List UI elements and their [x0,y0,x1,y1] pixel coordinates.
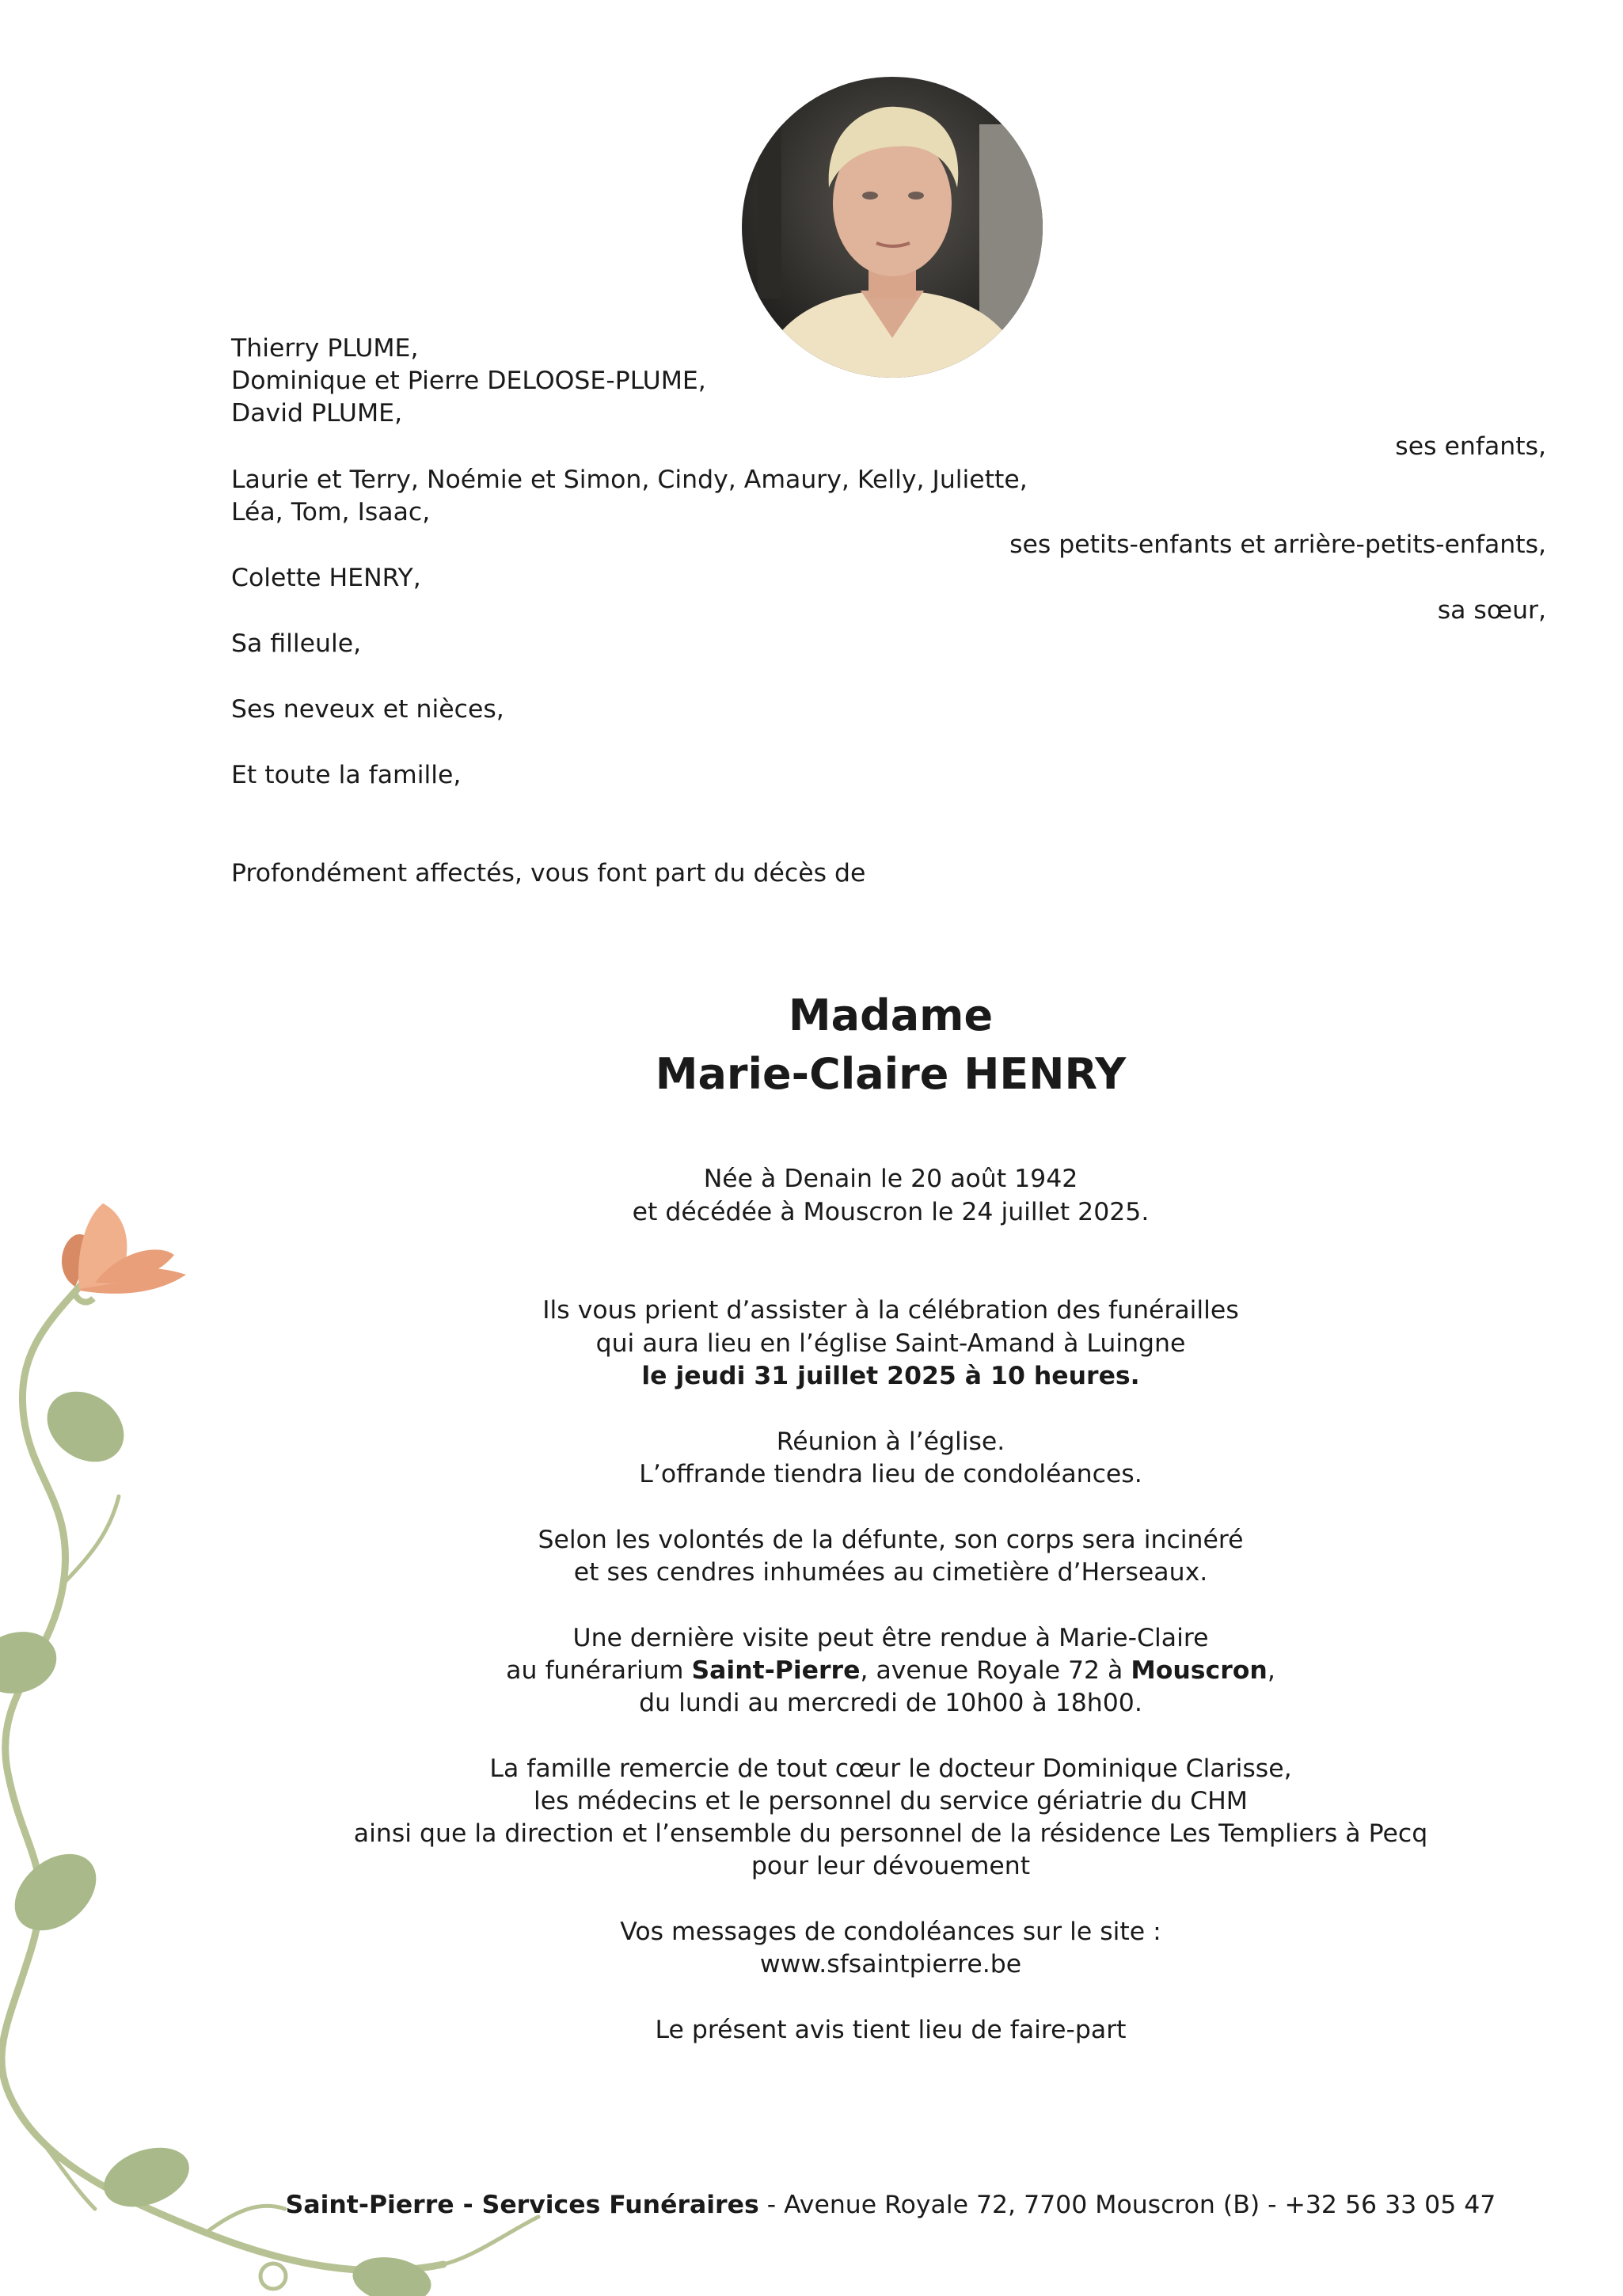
child-name: David PLUME, [231,399,403,428]
cremation-line: et ses cendres inhumées au cimetière d’Herseaux. [573,1558,1208,1587]
child-name: Thierry PLUME, [231,334,419,363]
grandchildren-names: Léa, Tom, Isaac, [231,498,431,526]
meeting-line: L’offrande tiendra lieu de condoléances. [639,1460,1142,1488]
meeting-line: Réunion à l’église. [776,1427,1005,1456]
ceremony-line: Ils vous prient d’assister à la célébration des funérailles [542,1296,1239,1325]
footer [0,2189,1623,2222]
children-relation: ses enfants, [1395,432,1546,461]
website-link[interactable]: www.sfsaintpierre.be [759,1950,1022,1979]
goddaughter: Sa filleule, [231,629,362,658]
ceremony-datetime: le jeudi 31 juillet 2025 à 10 heures. [641,1362,1140,1390]
visit-text: au funérarium [506,1656,692,1685]
funeral-home-name: Saint-Pierre [691,1656,861,1685]
grandchildren-relation: ses petits-enfants et arrière-petits-enfants, [1009,530,1546,559]
visit-text: , [1267,1656,1275,1685]
thanks-line: ainsi que la direction et l’ensemble du personnel de la résidence Les Templiers à Pecq [353,1819,1428,1848]
sister-name: Colette HENRY, [231,564,421,592]
portrait-photo [742,77,1043,378]
visit-text: , avenue Royale 72 à [860,1656,1131,1685]
sister-relation: sa sœur, [1437,596,1546,625]
visit-city: Mouscron [1131,1656,1268,1685]
rose-icon [62,1203,186,1302]
floral-vine-decoration [0,1156,649,2296]
child-name: Dominique et Pierre DELOOSE-PLUME, [231,367,706,395]
deceased-title: Madame [788,990,994,1040]
deceased-name: Marie-Claire HENRY [655,1049,1127,1099]
announcement: Profondément affectés, vous font part du décès de [231,859,866,888]
visit-line: Une dernière visite peut être rendue à Marie-Claire [572,1624,1209,1652]
footer-details: - Avenue Royale 72, 7700 Mouscron (B) - +32 56 33 05 47 [758,2191,1496,2219]
messages-line: Vos messages de condoléances sur le site : [620,1918,1161,1946]
death-line: et décédée à Mouscron le 24 juillet 2025. [632,1198,1150,1226]
whole-family: Et toute la famille, [231,761,462,789]
visit-hours: du lundi au mercredi de 10h00 à 18h00. [639,1689,1142,1717]
nephews: Ses neveux et nièces, [231,695,504,724]
cremation-line: Selon les volontés de la défunte, son corps sera incinéré [538,1526,1244,1554]
thanks-line: les médecins et le personnel du service gériatrie du CHM [534,1787,1248,1815]
grandchildren-names: Laurie et Terry, Noémie et Simon, Cindy, Amaury, Kelly, Juliette, [231,466,1028,494]
footer-company: Saint-Pierre - Services Funéraires [285,2191,759,2219]
birth-line: Née à Denain le 20 août 1942 [703,1165,1078,1193]
thanks-line: La famille remercie de tout cœur le docteur Dominique Clarisse, [489,1754,1292,1783]
ceremony-line: qui aura lieu en l’église Saint-Amand à Luingne [595,1329,1186,1358]
thanks-line: pour leur dévouement [751,1852,1031,1880]
notice-line: Le présent avis tient lieu de faire-part [655,2016,1127,2044]
